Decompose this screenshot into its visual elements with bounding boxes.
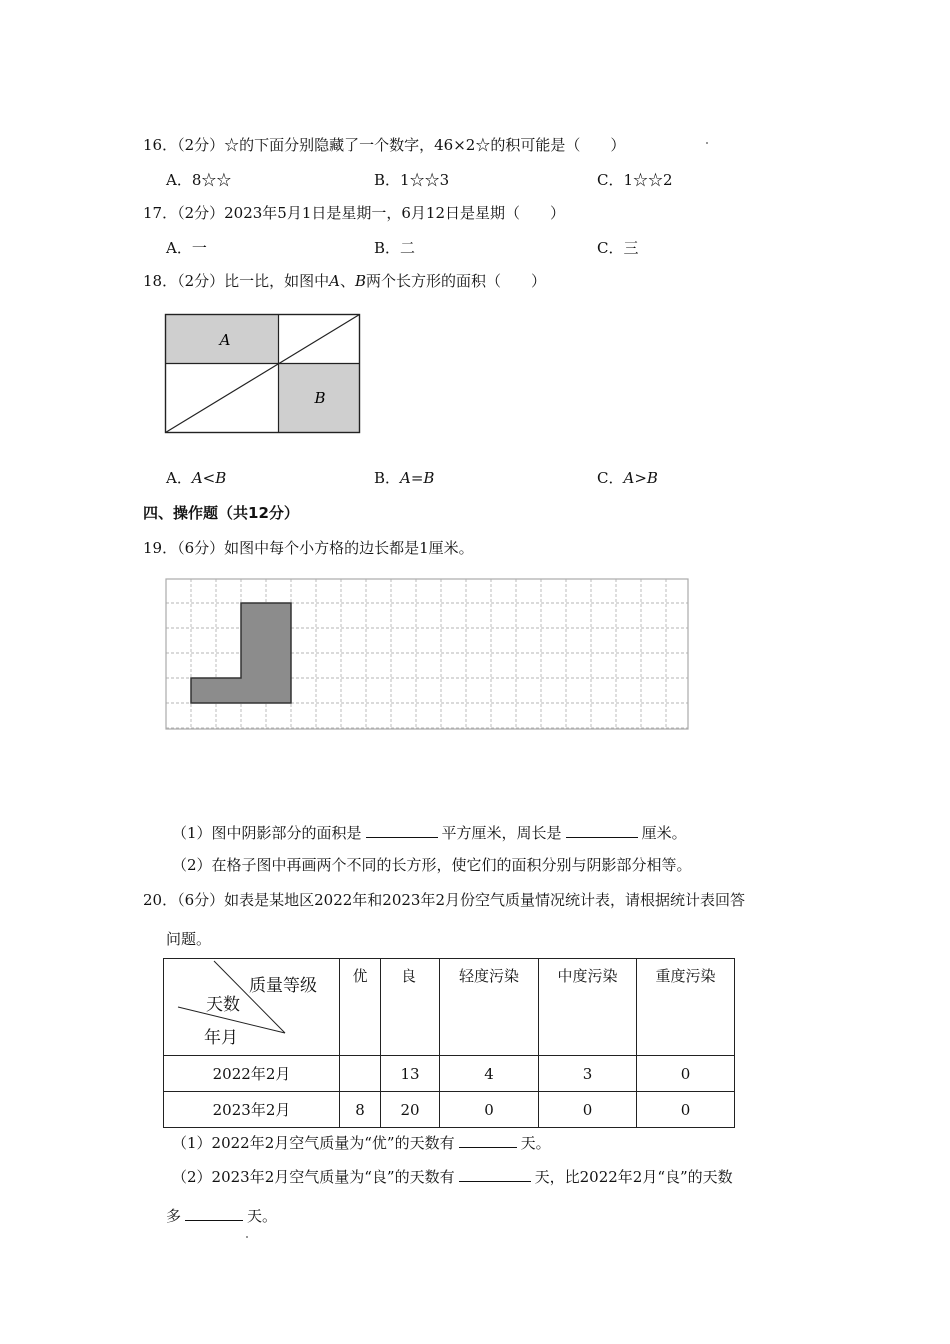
q18-option-c-prefix: C． [597,469,624,487]
perimeter-answer-blank[interactable] [566,822,638,838]
q20-sub2-cont [166,1205,277,1226]
table-cell: 13 [381,1056,440,1092]
row-label: 2023年2月 [164,1092,340,1128]
table-cell: 0 [637,1056,735,1092]
column-header: 优 [340,959,381,1056]
q20-sub1 [172,1132,551,1153]
q18-option-c-expr: A>B [623,469,658,487]
q18-option-b-prefix: B． [374,469,401,487]
label-a: A [219,331,231,349]
q19-grid-figure[interactable] [164,577,690,731]
q18-stem-sep: 、 [339,272,355,290]
table-row [164,1092,735,1128]
air-quality-table [163,958,735,1128]
stray-mark [706,142,708,144]
column-header: 良 [381,959,440,1056]
table-cell: 0 [637,1092,735,1128]
q18-option-c[interactable] [597,468,658,488]
q20-sub2-cont-text-b: 天。 [247,1207,278,1225]
q20-sub2 [172,1166,733,1187]
q20-sub2-text-a: （2）2023年2月空气质量为“良”的天数有 [172,1168,455,1186]
q19-sub2: （2）在格子图中再画两个不同的长方形，使它们的面积分别与阴影部分相等。 [172,856,692,874]
q20-stem-line2: 问题。 [166,930,212,948]
column-header: 轻度污染 [440,959,539,1056]
stray-mark [246,1236,248,1238]
q16-option-b[interactable]: B．1☆☆3 [374,171,450,189]
q20-sub1-text-b: 天。 [520,1134,551,1152]
q20-stem-line1: 20．（6分）如表是某地区2022年和2023年2月份空气质量情况统计表，请根据统计表回答 [143,891,746,909]
table-cell: 20 [381,1092,440,1128]
row-label: 2022年2月 [164,1056,340,1092]
table-cell [340,1056,381,1092]
column-header: 重度污染 [637,959,735,1056]
table-cell: 0 [539,1092,637,1128]
table-cell: 4 [440,1056,539,1092]
q20-sub2-text-b: 天，比2022年2月“良”的天数 [534,1168,733,1186]
excellent-days-blank[interactable] [459,1132,517,1148]
table-cell: 3 [539,1056,637,1092]
q18-option-b-expr: A=B [400,469,435,487]
header-days: 天数 [206,995,240,1015]
good-days-blank[interactable] [459,1166,531,1182]
table-header-row [164,959,735,1056]
q20-sub2-cont-text-a: 多 [166,1207,182,1225]
area-answer-blank[interactable] [366,822,438,838]
q17-stem: 17．（2分）2023年5月1日是星期一，6月12日是星期（ ） [143,204,566,222]
header-year-month: 年月 [204,1028,238,1048]
q18-stem-prefix: 18．（2分）比一比，如图中 [143,272,330,290]
q18-stem-b: B [355,272,367,290]
section-title: 四、操作题（共12分） [143,504,299,522]
table-cell: 0 [440,1092,539,1128]
q16-option-c[interactable]: C．1☆☆2 [597,171,673,189]
q18-stem [143,271,546,291]
q19-sub1-text-c: 厘米。 [641,824,687,842]
q17-option-c[interactable]: C．三 [597,239,639,257]
column-header: 中度污染 [539,959,637,1056]
q19-sub1-text-b: 平方厘米，周长是 [441,824,562,842]
q18-stem-a: A [329,272,340,290]
table-row [164,1056,735,1092]
label-b: B [314,389,326,407]
diagonal-header-cell [164,959,340,1056]
q19-stem: 19．（6分）如图中每个小方格的边长都是1厘米。 [143,539,474,557]
q19-sub1 [172,822,687,843]
q20-sub1-text-a: （1）2022年2月空气质量为“优”的天数有 [172,1134,455,1152]
header-quality-level: 质量等级 [249,976,317,996]
q18-option-a-expr: A<B [191,469,227,487]
difference-days-blank[interactable] [185,1205,243,1221]
q19-sub1-text-a: （1）图中阴影部分的面积是 [172,824,362,842]
q18-option-b[interactable] [374,468,434,488]
q17-option-a[interactable]: A．一 [166,239,207,257]
q18-stem-suffix: 两个长方形的面积（ ） [366,272,547,290]
q16-stem: 16．（2分）☆的下面分别隐藏了一个数字，46×2☆的积可能是（ ） [143,136,626,154]
q18-rectangle-figure [163,312,363,437]
q17-option-b[interactable]: B．二 [374,239,416,257]
q18-option-a[interactable] [166,468,226,488]
q18-option-a-prefix: A． [166,469,192,487]
table-cell: 8 [340,1092,381,1128]
q16-option-a[interactable]: A．8☆☆ [166,171,232,189]
